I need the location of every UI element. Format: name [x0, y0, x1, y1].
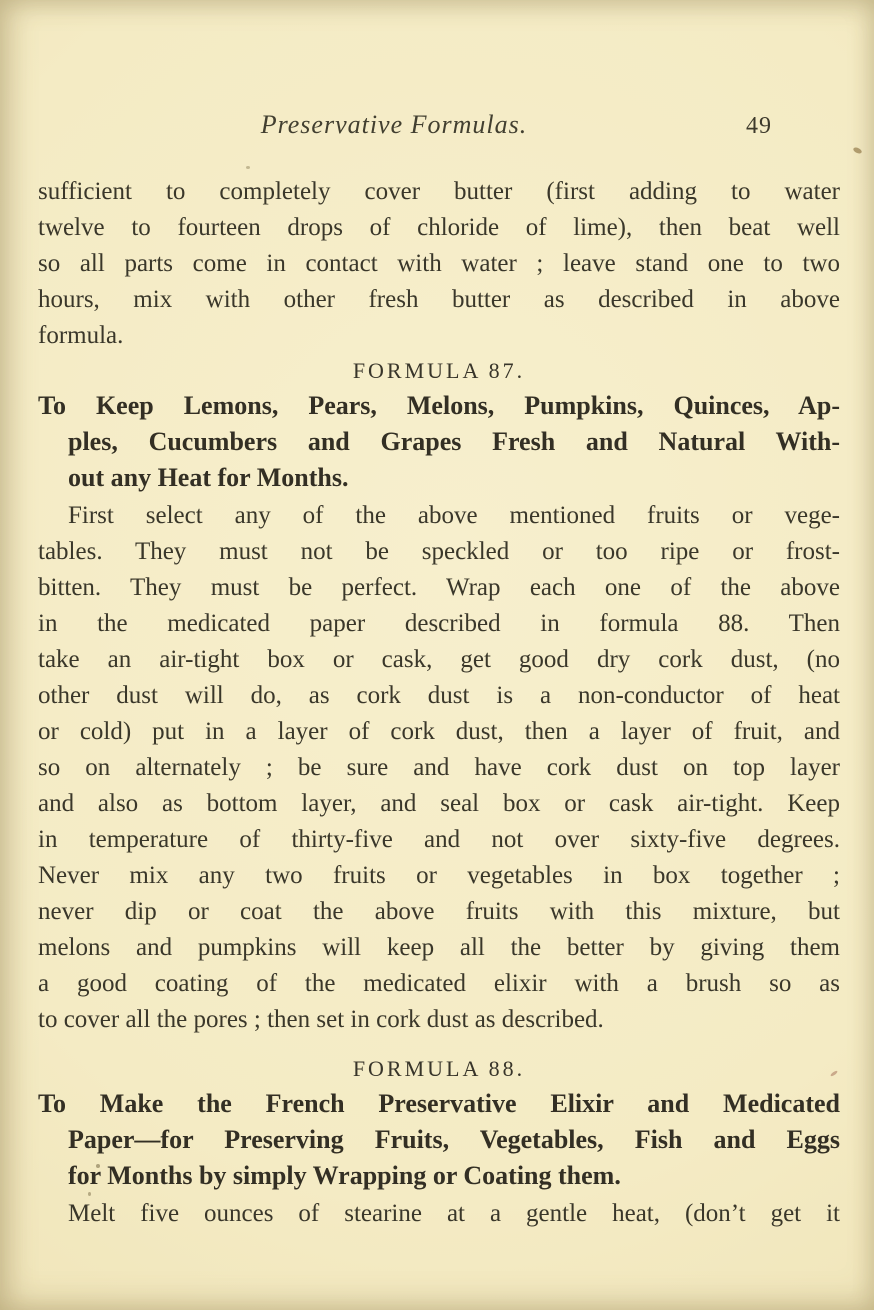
text-line: so on alternately ; be sure and have cork dust on top layer	[38, 754, 840, 781]
running-title: Preservative Formulas.	[260, 110, 528, 139]
text-line: in the medicated paper described in formula 88. Then	[38, 610, 840, 637]
text-line: bitten. They must be perfect. Wrap each one of the above	[38, 574, 840, 601]
formula-87-title	[38, 388, 840, 496]
page-header	[38, 110, 840, 154]
formula-88-body	[38, 1196, 840, 1232]
text-line: hours, mix with other fresh butter as described in above	[38, 286, 840, 313]
formula-87-body	[38, 498, 840, 1038]
text-line: Never mix any two fruits or vegetables in box together ;	[38, 862, 840, 889]
text-line: twelve to fourteen drops of chloride of lime), then beat well	[38, 214, 840, 241]
text-line: and also as bottom layer, and seal box or cask air-tight. Keep	[38, 790, 840, 817]
text-line: To Make the French Preservative Elixir and Medicated	[38, 1089, 840, 1118]
formula-88-title	[38, 1086, 840, 1194]
text-line: sufficient to completely cover butter (first adding to water	[38, 178, 840, 205]
text-line: out any Heat for Months.	[68, 463, 349, 492]
text-line: or cold) put in a layer of cork dust, then a layer of fruit, and	[38, 718, 840, 745]
text-line: a good coating of the medicated elixir with a brush so as	[38, 970, 840, 997]
intro-paragraph	[38, 174, 840, 354]
text-line: in temperature of thirty-five and not over sixty-five degrees.	[38, 826, 840, 853]
text-line: melons and pumpkins will keep all the better by giving them	[38, 934, 840, 961]
text-line: Melt five ounces of stearine at a gentle heat, (don’t get it	[68, 1200, 840, 1227]
page-number: 49	[746, 113, 772, 139]
text-line: ples, Cucumbers and Grapes Fresh and Natural With-	[68, 427, 840, 456]
text-line: for Months by simply Wrapping or Coating them.	[68, 1161, 621, 1190]
text-line: Paper—for Preserving Fruits, Vegetables, Fish and Eggs	[68, 1125, 840, 1154]
text-line: other dust will do, as cork dust is a non-conductor of heat	[38, 682, 840, 709]
formula-87-heading: FORMULA 87.	[352, 358, 526, 383]
text-line: take an air-tight box or cask, get good dry cork dust, (no	[38, 646, 840, 673]
text-line: so all parts come in contact with water ; leave stand one to two	[38, 250, 840, 277]
text-line: tables. They must not be speckled or too ripe or frost-	[38, 538, 840, 565]
text-line: to cover all the pores ; then set in cork dust as described.	[38, 1006, 604, 1033]
text-line: To Keep Lemons, Pears, Melons, Pumpkins, Quinces, Ap-	[38, 391, 840, 420]
text-line: First select any of the above mentioned fruits or vege-	[68, 502, 840, 529]
text-line: formula.	[38, 322, 124, 349]
text-line: never dip or coat the above fruits with this mixture, but	[38, 898, 840, 925]
formula-88-heading: FORMULA 88.	[352, 1056, 526, 1081]
